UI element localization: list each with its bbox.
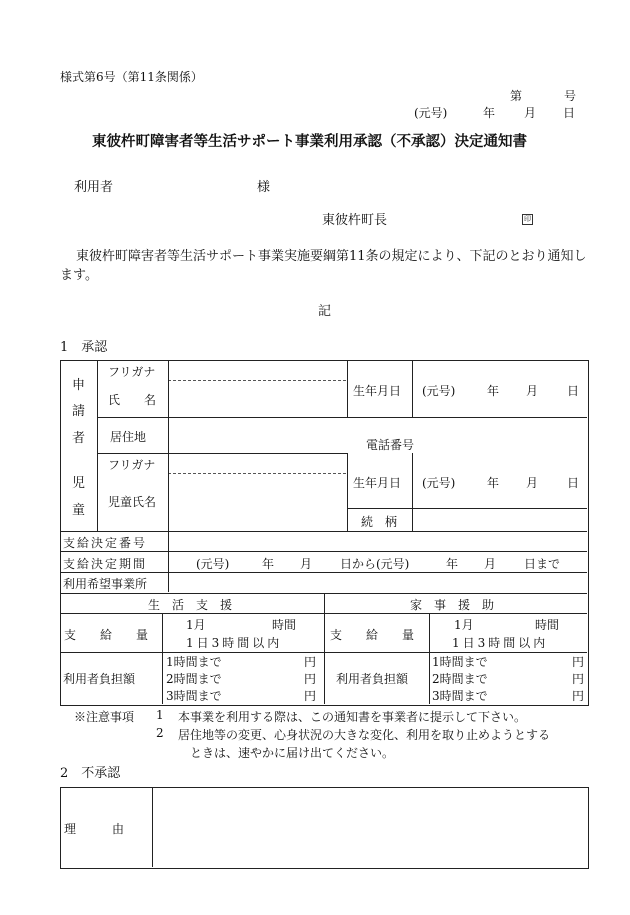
applicant-group-char2: 請 <box>72 404 86 419</box>
life-burden-3h: 3時間まで <box>166 689 222 703</box>
note-2-text: 居住地等の変更、心身状況の大きな変化、利用を取り止めようとする <box>178 728 551 742</box>
rejection-table <box>60 787 589 869</box>
body-text-line1: 東彼杵町障害者等生活サポート事業実施要綱第11条の規定により、下記のとおり通知し <box>76 249 587 264</box>
doc-number-dai: 第 <box>510 89 523 103</box>
applicant-phone-label: 電話番号 <box>366 438 415 452</box>
life-amount-hours: 時間 <box>272 618 297 632</box>
child-group-char2: 童 <box>72 503 86 518</box>
child-group-char1: 児 <box>72 476 86 491</box>
applicant-address-label: 居住地 <box>110 430 147 444</box>
child-birth-year: 年 <box>487 476 500 490</box>
seal-mark <box>522 210 533 225</box>
doc-number-go: 号 <box>564 89 577 103</box>
applicant-group-char1: 申 <box>72 378 86 393</box>
form-number: 様式第6号（第11条関係） <box>60 70 203 84</box>
ki-heading: 記 <box>318 304 332 319</box>
house-burden-yen-1: 円 <box>572 655 585 669</box>
applicant-birth-day: 日 <box>567 384 580 398</box>
house-burden-2h: 2時間まで <box>432 672 488 686</box>
period-from-year: 年 <box>262 557 275 571</box>
housekeeping-header: 家 事 援 助 <box>410 598 495 612</box>
issue-date-era: (元号) <box>414 106 448 120</box>
house-burden-3h: 3時間まで <box>432 689 488 703</box>
issuer-name: 東彼杵町長 <box>322 213 388 228</box>
house-burden-1h: 1時間まで <box>432 655 488 669</box>
issue-date-year: 年 <box>483 106 496 120</box>
recipient-honorific: 様 <box>257 180 271 195</box>
period-to-day: 日まで <box>524 557 561 571</box>
applicant-birth-month: 月 <box>526 384 539 398</box>
child-relation-label: 続 柄 <box>361 515 398 529</box>
life-amount-label: 支 給 量 <box>64 628 149 642</box>
note-2-text-cont: ときは、速やかに届け出てください。 <box>190 746 395 760</box>
life-amount-month: 1月 <box>186 618 206 632</box>
applicant-name-label: 氏 名 <box>108 393 157 407</box>
child-birth-label: 生年月日 <box>353 476 402 490</box>
decision-period-label: 支給決定期間 <box>63 557 148 571</box>
life-burden-yen-3: 円 <box>304 689 317 703</box>
house-burden-label: 利用者負担額 <box>336 672 409 686</box>
period-to-year: 年 <box>446 557 459 571</box>
issue-date-month: 月 <box>524 106 537 120</box>
life-support-header: 生 活 支 援 <box>148 598 233 612</box>
period-from-era: (元号) <box>196 557 230 571</box>
child-birth-month: 月 <box>526 476 539 490</box>
section1-heading: 1 承認 <box>60 340 108 355</box>
decision-number-label: 支給決定番号 <box>63 536 148 550</box>
applicant-furigana-label: フリガナ <box>108 365 156 379</box>
page-title: 東彼杵町障害者等生活サポート事業利用承認（不承認）決定通知書 <box>92 133 527 150</box>
seal-icon: 印 <box>524 215 531 223</box>
life-burden-2h: 2時間まで <box>166 672 222 686</box>
reason-label: 理 由 <box>64 822 125 836</box>
life-burden-1h: 1時間まで <box>166 655 222 669</box>
applicant-birth-era: (元号) <box>422 384 456 398</box>
house-amount-label: 支 給 量 <box>330 628 415 642</box>
notes-label: ※注意事項 <box>74 710 135 724</box>
child-birth-day: 日 <box>567 476 580 490</box>
life-burden-label: 利用者負担額 <box>63 672 136 686</box>
life-burden-yen-2: 円 <box>304 672 317 686</box>
note-1-text: 本事業を利用する際は、この通知書を事業者に提示して下さい。 <box>178 710 527 724</box>
house-burden-yen-2: 円 <box>572 672 585 686</box>
issue-date-day: 日 <box>563 106 576 120</box>
child-furigana-label: フリガナ <box>108 458 156 472</box>
period-from-day: 日から(元号) <box>340 557 410 571</box>
body-text-line2: ます。 <box>60 268 98 283</box>
house-amount-limit: 1日3時間以内 <box>452 636 549 650</box>
period-to-month: 月 <box>484 557 497 571</box>
note-2-num: 2 <box>156 726 164 740</box>
life-burden-yen-1: 円 <box>304 655 317 669</box>
life-amount-limit: 1日3時間以内 <box>186 636 283 650</box>
applicant-group-char3: 者 <box>72 431 86 446</box>
child-name-label: 児童氏名 <box>108 495 157 509</box>
section2-heading: 2 不承認 <box>60 766 121 781</box>
note-1-num: 1 <box>156 708 164 722</box>
recipient-label: 利用者 <box>74 180 114 195</box>
child-birth-era: (元号) <box>422 476 456 490</box>
house-burden-yen-3: 円 <box>572 689 585 703</box>
furigana-divider <box>168 380 346 381</box>
applicant-birth-label: 生年月日 <box>353 384 402 398</box>
period-from-month: 月 <box>300 557 313 571</box>
house-amount-hours: 時間 <box>535 618 560 632</box>
house-amount-month: 1月 <box>454 618 474 632</box>
applicant-birth-year: 年 <box>487 384 500 398</box>
provider-label: 利用希望事業所 <box>63 577 148 591</box>
